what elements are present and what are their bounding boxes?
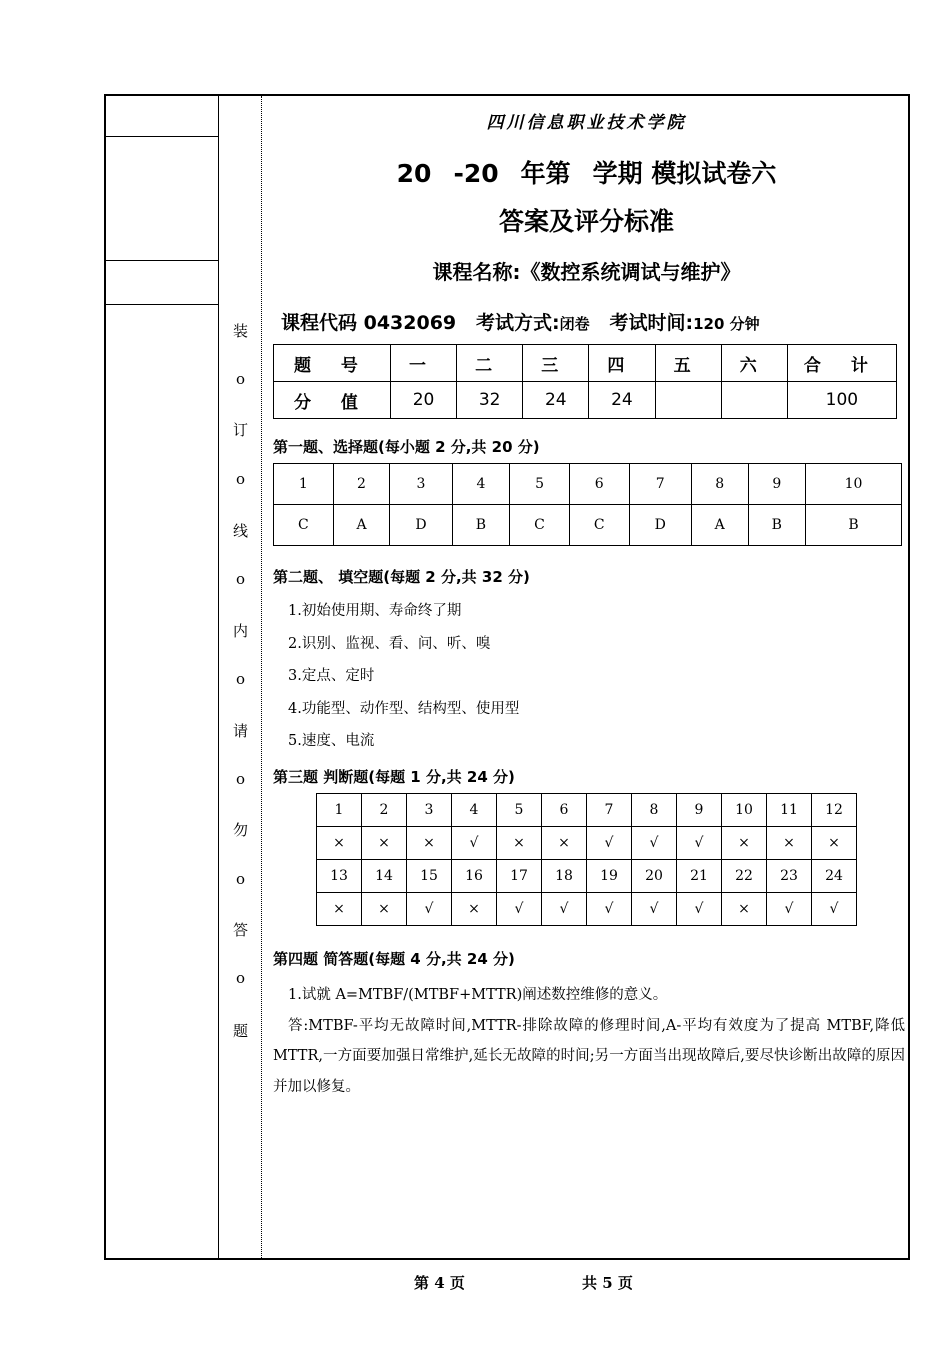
binding-char: o [235,770,246,788]
binding-char: o [235,370,246,388]
question-number: 9 [677,794,722,827]
question-number: 16 [452,860,497,893]
fill-answer-item: 5.速度、电流 [288,733,375,749]
binding-char: 答 [232,921,248,939]
binding-char: 勿 [232,821,248,839]
score-cell: 24 [589,382,655,419]
exam-mode-value: 闭卷 [559,315,590,333]
title-term-a: 年第 [520,159,571,188]
binding-char: o [235,870,246,888]
question-number: 4 [452,464,510,505]
judgement-mark: × [812,827,857,860]
page-total: 共 5 页 [582,1274,633,1292]
judgement-mark: × [362,893,407,926]
exam-mode-label: 考试方式: [476,312,560,334]
question-number: 8 [691,464,748,505]
question-number: 20 [632,860,677,893]
judgement-mark: × [317,827,362,860]
choice-answer: C [569,505,629,546]
score-cell: 六 [721,345,787,382]
judgement-mark: √ [677,827,722,860]
judgement-mark: × [542,827,587,860]
title-year-b: -20 [453,159,499,188]
judgement-row [317,827,857,860]
page-number: 第 4 页 [414,1274,465,1292]
question-number: 19 [587,860,632,893]
binding-char: 请 [232,722,248,740]
choice-answer: C [274,505,334,546]
choice-row [274,464,902,505]
score-cell [721,382,787,419]
binding-char: 内 [232,622,248,640]
question-number: 7 [587,794,632,827]
question-number: 3 [390,464,452,505]
judgement-answer-table [316,793,857,926]
judgement-row [317,794,857,827]
score-cell: 24 [523,382,589,419]
question-number: 3 [407,794,452,827]
score-cell: 二 [457,345,523,382]
question-number: 24 [812,860,857,893]
judgement-mark: √ [452,827,497,860]
judgement-row [317,860,857,893]
binding-char: 题 [232,1022,248,1040]
question-number: 22 [722,860,767,893]
question-number: 4 [452,794,497,827]
section1-title: 第一题、选择题(每小题 2 分,共 20 分) [273,438,540,456]
question-number: 2 [333,464,390,505]
question-number: 9 [748,464,806,505]
exam-time-label: 考试时间: [609,312,694,334]
judgement-mark: √ [632,827,677,860]
score-table [273,344,897,419]
question-number: 23 [767,860,812,893]
judgement-mark: × [767,827,812,860]
question-number: 10 [806,464,902,505]
short-answer-block [273,980,905,1102]
choice-answer: A [333,505,390,546]
score-cell: 四 [589,345,655,382]
judgement-mark: √ [632,893,677,926]
judgement-mark: √ [407,893,452,926]
exam-content [263,96,910,1258]
judgement-mark: × [452,893,497,926]
score-cell: 五 [655,345,721,382]
judgement-mark: × [362,827,407,860]
divider [106,304,219,305]
title-term-b: 学期 模拟试卷六 [592,159,777,188]
judgement-mark: √ [542,893,587,926]
judgement-row [317,893,857,926]
binding-char: o [235,470,246,488]
course-code: 课程代码 0432069 [281,312,457,334]
course-name: 课程名称:《数控系统调试与维护》 [432,260,741,284]
short-answer: 答:MTBF-平均无故障时间,MTTR-排除故障的修理时间,A-平均有效度为了提高 MTBF,降低 MTTR,一方面要加强日常维护,延长无故障的时间;另一方面当出现故障后,要尽快诊断出故障的原因并加以修复。 [273,1017,905,1095]
binding-char: o [235,570,246,588]
section3-title: 第三题 判断题(每题 1 分,共 24 分) [273,768,515,786]
question-number: 6 [569,464,629,505]
question-number: 8 [632,794,677,827]
binding-char: 订 [232,421,248,439]
choice-row [274,505,902,546]
judgement-mark: × [722,893,767,926]
question-number: 2 [362,794,407,827]
section2-title: 第二题、 填空题(每题 2 分,共 32 分) [273,568,530,586]
fill-answer-item: 3.定点、定时 [288,668,375,684]
choice-answer: A [691,505,748,546]
binding-char: 线 [232,522,248,540]
choice-answer: B [806,505,902,546]
score-row [274,382,897,419]
choice-answer: B [748,505,806,546]
exam-title [263,154,910,190]
short-question: 1.试就 A=MTBF/(MTBF+MTTR)阐述数控维修的意义。 [288,987,668,1003]
fill-answer-item: 2.识别、监视、看、问、听、嗅 [288,635,491,652]
judgement-mark: √ [677,893,722,926]
score-cell: 题 号 [274,345,391,382]
score-cell [655,382,721,419]
judgement-mark: √ [497,893,542,926]
score-cell: 分 值 [274,382,391,419]
judgement-mark: √ [587,893,632,926]
question-number: 14 [362,860,407,893]
fill-answer-list [288,598,519,761]
question-number: 13 [317,860,362,893]
exam-time-value: 120 分钟 [693,315,760,333]
judgement-mark: × [407,827,452,860]
school-name: 四川信息职业技术学院 [486,113,687,133]
judgement-mark: √ [767,893,812,926]
question-number: 11 [767,794,812,827]
question-number: 1 [274,464,334,505]
score-cell: 三 [523,345,589,382]
binding-char: o [235,670,246,688]
score-cell: 一 [390,345,456,382]
binding-char: o [235,969,246,987]
score-cell: 32 [457,382,523,419]
binding-char: 装 [232,322,248,340]
question-number: 18 [542,860,587,893]
question-number: 17 [497,860,542,893]
question-number: 12 [812,794,857,827]
question-number: 15 [407,860,452,893]
question-number: 21 [677,860,722,893]
exam-subtitle: 答案及评分标准 [498,207,674,236]
judgement-mark: × [722,827,767,860]
choice-answer: D [390,505,452,546]
fill-answer-item: 1.初始使用期、寿命终了期 [288,603,462,619]
choice-answer-table [273,463,902,546]
question-number: 1 [317,794,362,827]
choice-answer: B [452,505,510,546]
question-number: 5 [510,464,570,505]
choice-answer: D [629,505,691,546]
question-number: 10 [722,794,767,827]
judgement-mark: √ [812,893,857,926]
left-info-column [106,96,219,1258]
binding-line-column [219,96,262,1258]
section4-title: 第四题 简答题(每题 4 分,共 24 分) [273,950,515,968]
score-cell: 合 计 [787,345,896,382]
fill-answer-item: 4.功能型、动作型、结构型、使用型 [288,700,520,717]
score-cell: 100 [787,382,896,419]
score-row [274,345,897,382]
title-year-a: 20 [396,159,432,188]
judgement-mark: × [317,893,362,926]
page-frame [104,94,910,1260]
course-info-line [281,308,901,335]
judgement-mark: × [497,827,542,860]
question-number: 5 [497,794,542,827]
score-cell: 20 [390,382,456,419]
divider [106,260,219,261]
divider [106,136,219,137]
question-number: 6 [542,794,587,827]
choice-answer: C [510,505,570,546]
question-number: 7 [629,464,691,505]
judgement-mark: √ [587,827,632,860]
